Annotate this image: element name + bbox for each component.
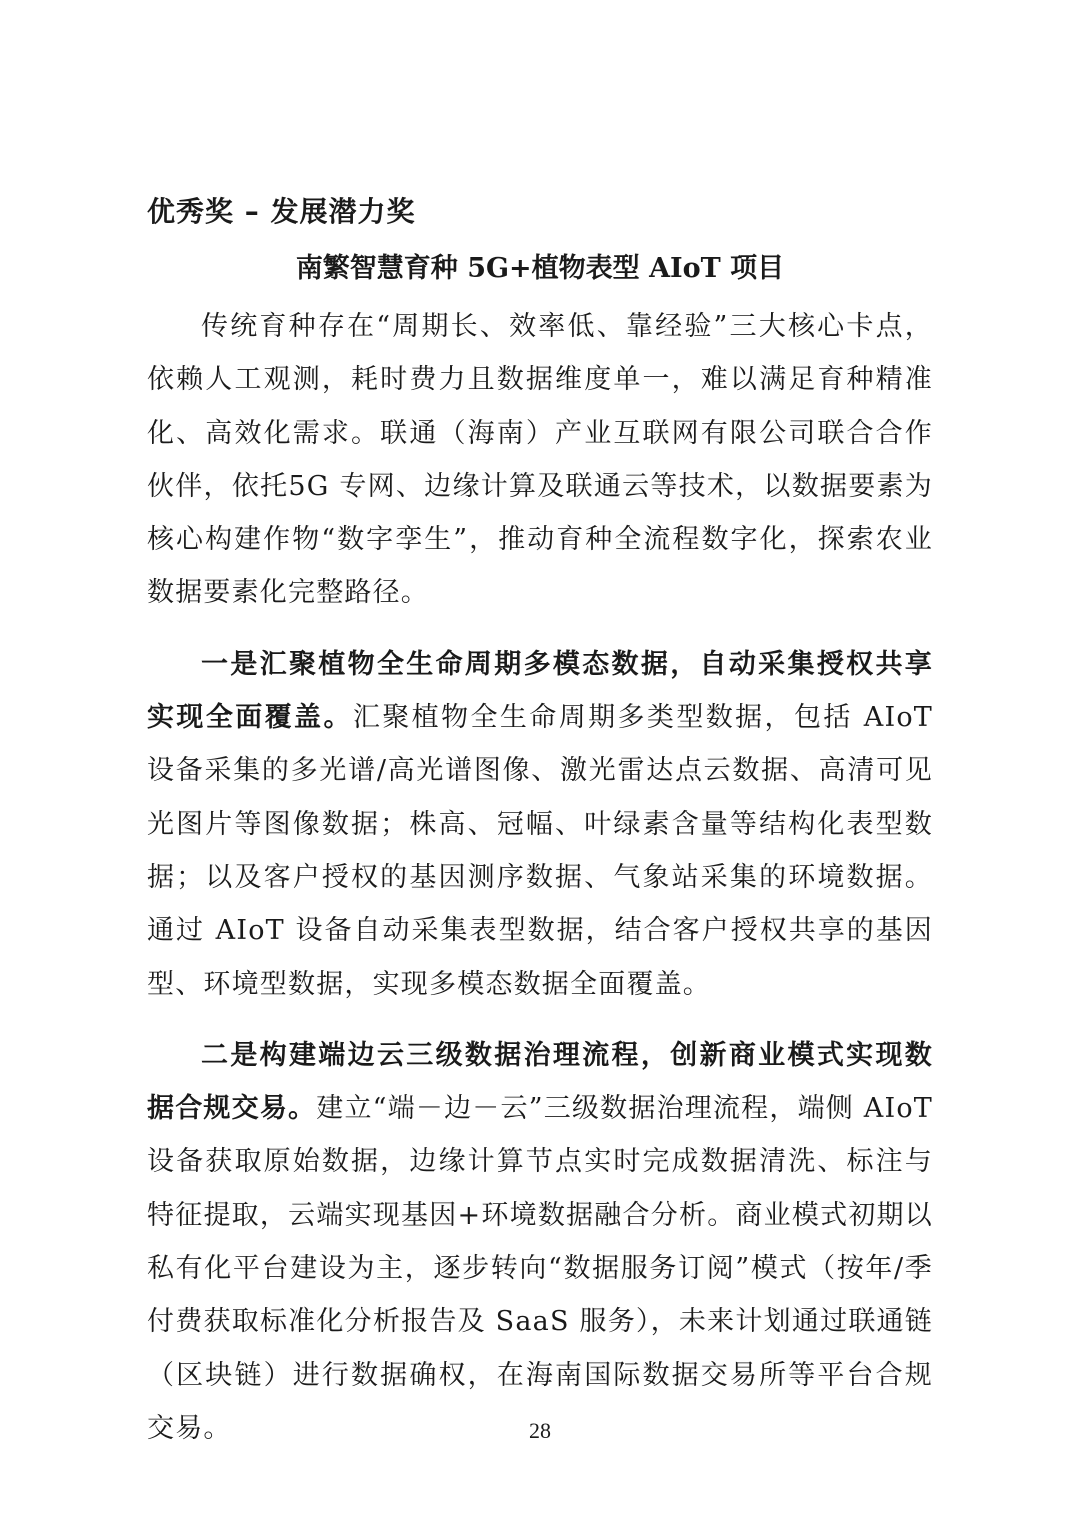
paragraph-text: 汇聚植物全生命周期多类型数据，包括 AIoT 设备采集的多光谱/高光谱图像、激光雷达点云数据、高清可见光图片等图像数据；株高、冠幅、叶绿素含量等结构化表型数据；以及客户授权的基因测序数据、气象站采集的环境数据。通过 AIoT 设备自动采集表型数据，结合客户授权共享的基因型、环境型数据，实现多模态数据全面覆盖。: [147, 702, 933, 1000]
section-label: 优秀奖 – 发展潜力奖: [147, 195, 416, 228]
page-number: 28: [529, 1418, 551, 1443]
paragraph-point-two: [147, 1029, 933, 1455]
page-title: 南繁智慧育种 5G+植物表型 AIoT 项目: [295, 253, 785, 284]
paragraph-text: 传统育种存在“周期长、效率低、靠经验”三大核心卡点，依赖人工观测，耗时费力且数据维度单一，难以满足育种精准化、高效化需求。联通（海南）产业互联网有限公司联合合作伙伴，依托5G 专网、边缘计算及联通云等技术，以数据要素为核心构建作物“数字孪生”，推动育种全流程数字化，探索农业数据要素化完整路径。: [147, 311, 933, 609]
paragraph-lead: 一是汇聚植物全生命周期多模态数据，自动采集授权共享实现全面覆盖。: [147, 648, 933, 734]
paragraph-text: 建立“端－边－云”三级数据治理流程，端侧 AIoT 设备获取原始数据，边缘计算节点实时完成数据清洗、标注与特征提取，云端实现基因+环境数据融合分析。商业模式初期以私有化平台建设为主，逐步转向“数据服务订阅”模式（按年/季付费获取标准化分析报告及 SaaS 服务），未来计划通过联通链（区块链）进行数据确权，在海南国际数据交易所等平台合规交易。: [147, 1093, 933, 1444]
paragraph-lead: 二是构建端边云三级数据治理流程，创新商业模式实现数据合规交易。: [147, 1039, 933, 1125]
paragraph-intro: [147, 300, 933, 620]
body-text: [147, 300, 933, 1473]
paragraph-point-one: [147, 638, 933, 1011]
